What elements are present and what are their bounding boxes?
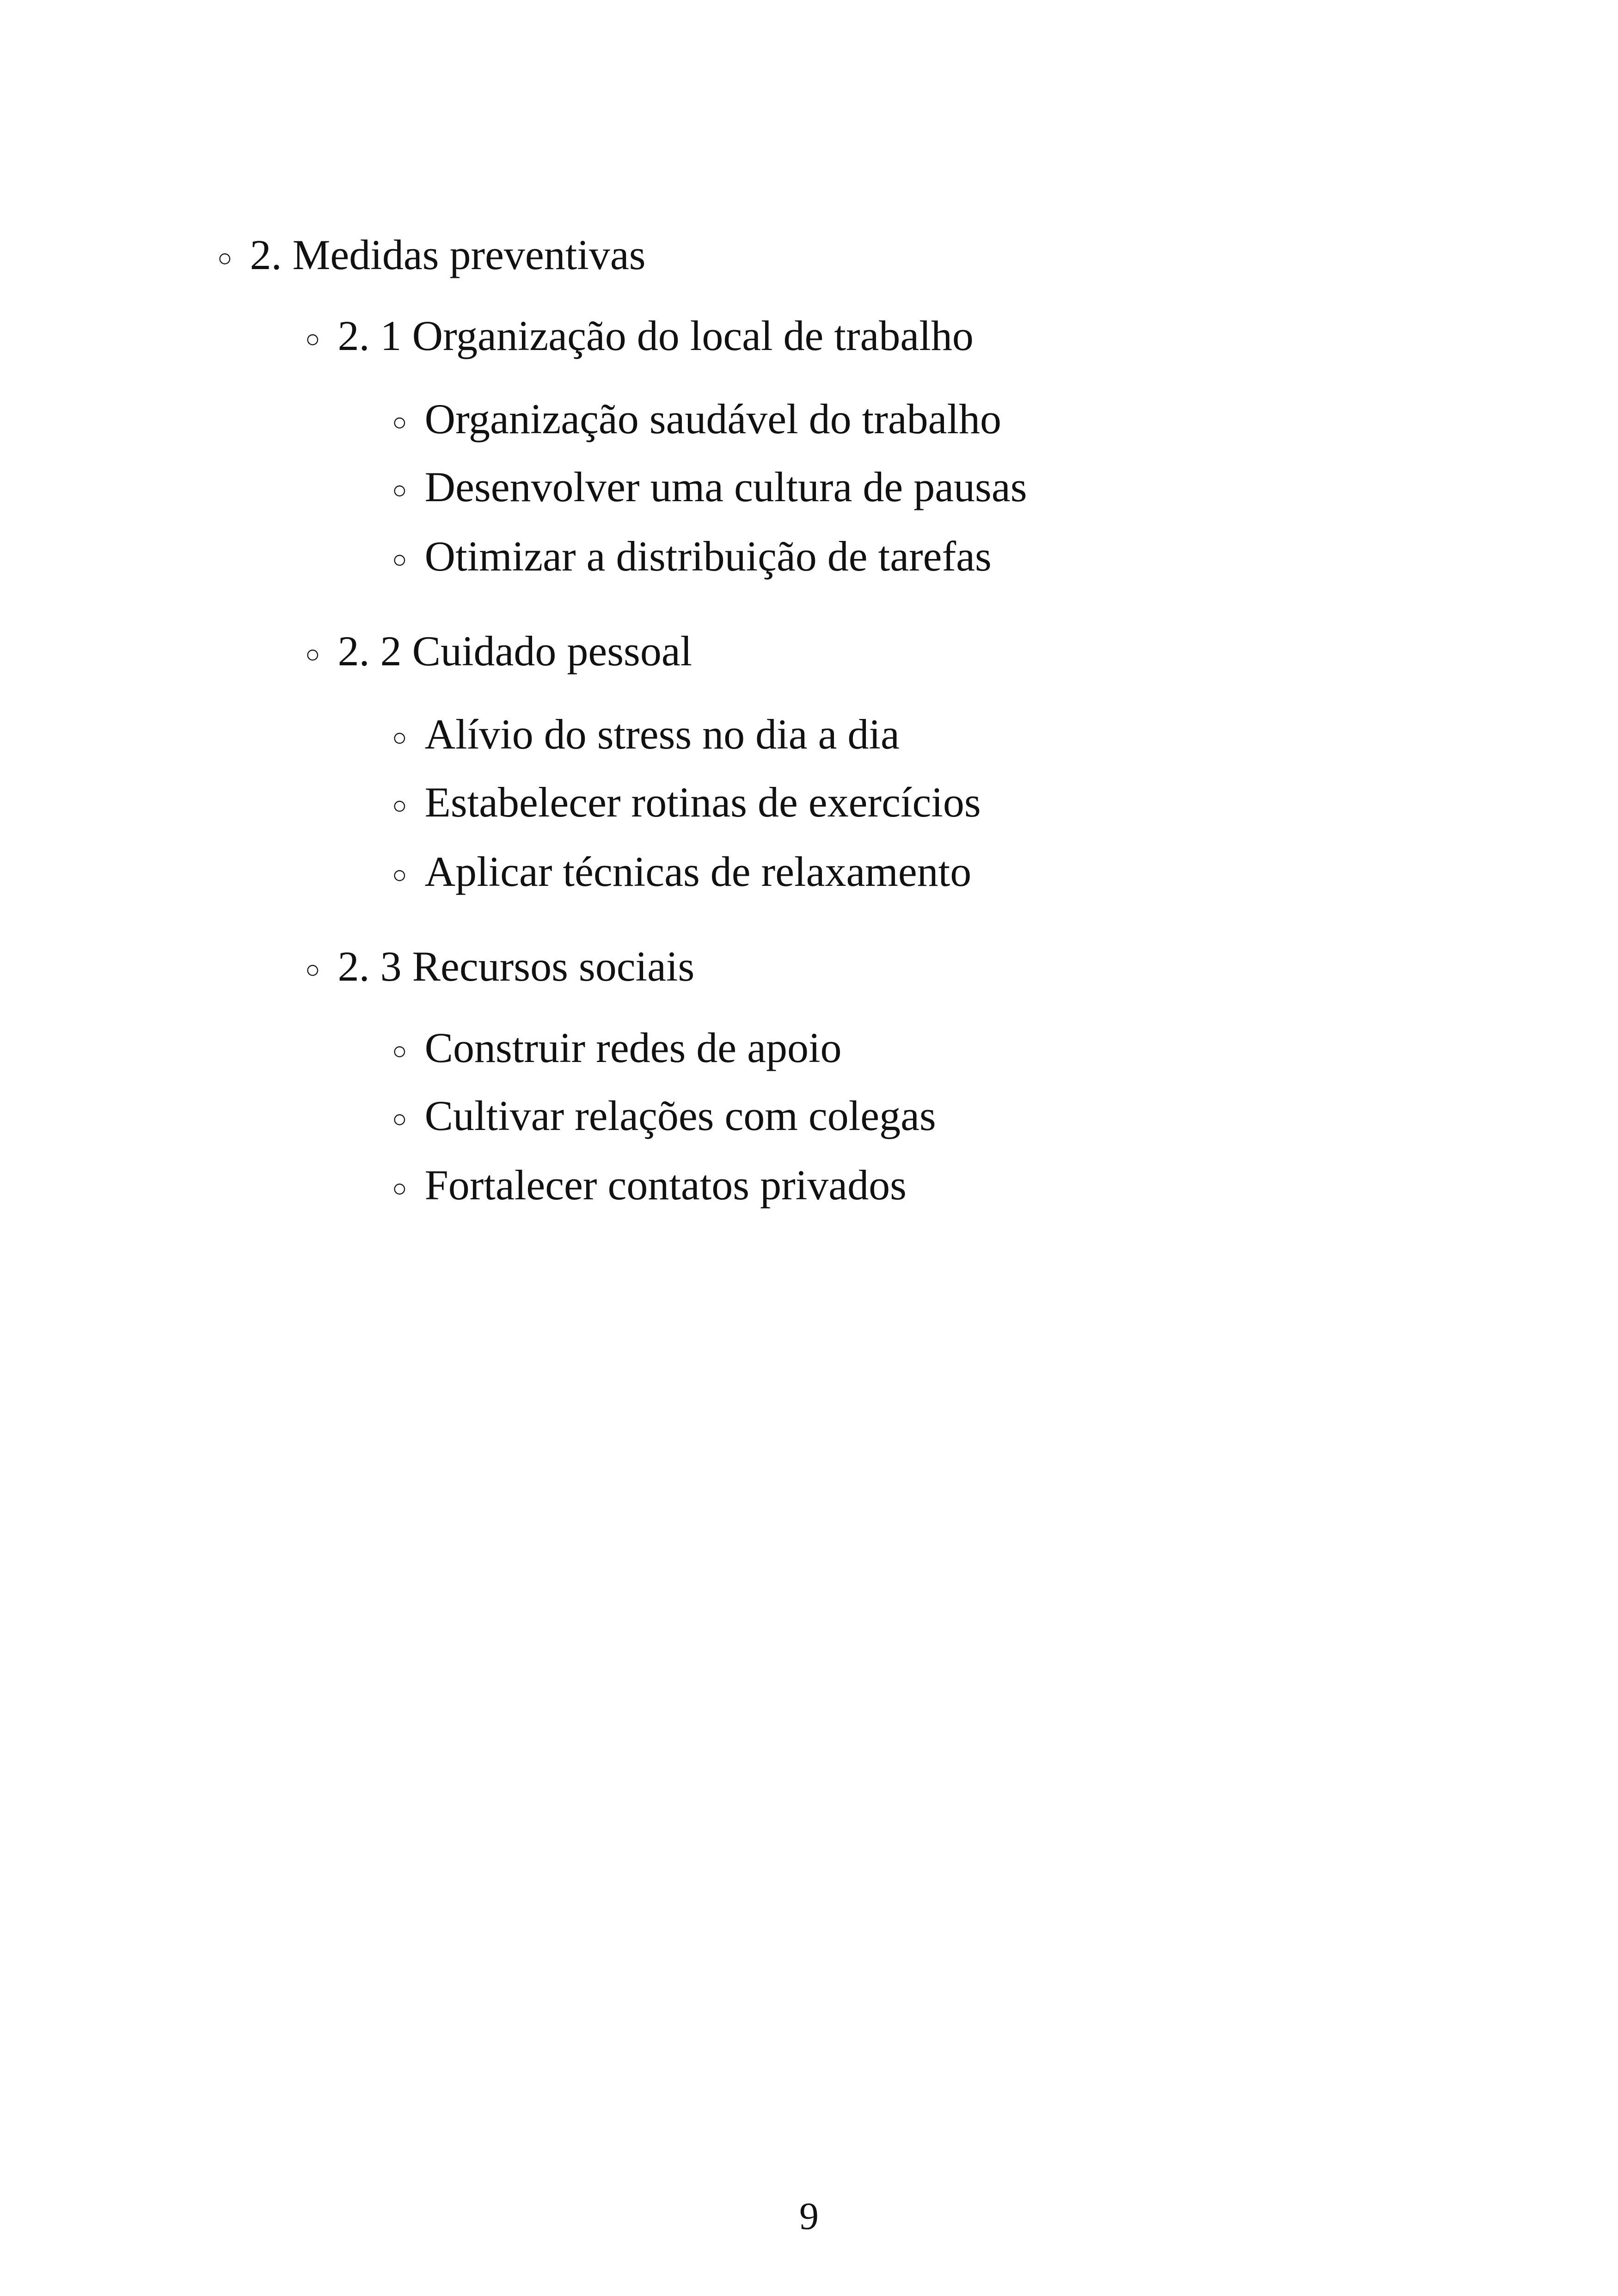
list-item-text: Cultivar relações com colegas — [424, 1092, 936, 1139]
subsection-title: 2. 1 Organização do local de trabalho — [337, 312, 974, 359]
list-item-text: Estabelecer rotinas de exercícios — [424, 779, 981, 826]
bullet-circle-icon: ○ — [392, 1105, 407, 1133]
list-item — [392, 395, 1002, 442]
list-item-text: Desenvolver uma cultura de pausas — [424, 463, 1027, 510]
bullet-circle-icon: ○ — [392, 1174, 407, 1202]
bullet-circle-icon: ○ — [305, 640, 320, 668]
subsection-heading — [305, 627, 693, 675]
subsection-heading — [305, 945, 694, 988]
list-item — [392, 533, 992, 580]
bullet-circle-icon: ○ — [305, 955, 320, 983]
subsection-title: 2. 2 Cuidado pessoal — [337, 627, 693, 675]
bullet-circle-icon: ○ — [392, 1037, 407, 1065]
list-item — [392, 711, 900, 758]
subsection-title: 2. 3 Recursos sociais — [337, 943, 695, 990]
list-item — [392, 850, 971, 893]
bullet-circle-icon: ○ — [305, 325, 320, 353]
list-item-text: Alívio do stress no dia a dia — [424, 711, 900, 758]
list-item-text: Construir redes de apoio — [424, 1024, 842, 1071]
bullet-circle-icon: ○ — [392, 860, 407, 889]
section-heading — [217, 233, 646, 276]
bullet-circle-icon: ○ — [392, 723, 407, 751]
list-item — [392, 779, 981, 826]
bullet-circle-icon: ○ — [392, 408, 407, 436]
bullet-circle-icon: ○ — [392, 545, 407, 573]
subsection-heading — [305, 314, 974, 357]
bullet-circle-icon: ○ — [392, 476, 407, 504]
page-number: 9 — [799, 2195, 819, 2238]
list-item-text: Fortalecer contatos privados — [424, 1161, 907, 1209]
list-item-text: Otimizar a distribuição de tarefas — [424, 533, 992, 580]
list-item — [392, 1026, 842, 1069]
bullet-circle-icon: ○ — [392, 791, 407, 819]
list-item — [392, 463, 1027, 510]
list-item — [392, 1161, 907, 1209]
bullet-circle-icon: ○ — [217, 244, 233, 272]
list-item-text: Organização saudável do trabalho — [424, 395, 1002, 442]
list-item-text: Aplicar técnicas de relaxamento — [424, 848, 972, 895]
list-item — [392, 1094, 936, 1137]
section-title: 2. Medidas preventivas — [250, 231, 646, 278]
